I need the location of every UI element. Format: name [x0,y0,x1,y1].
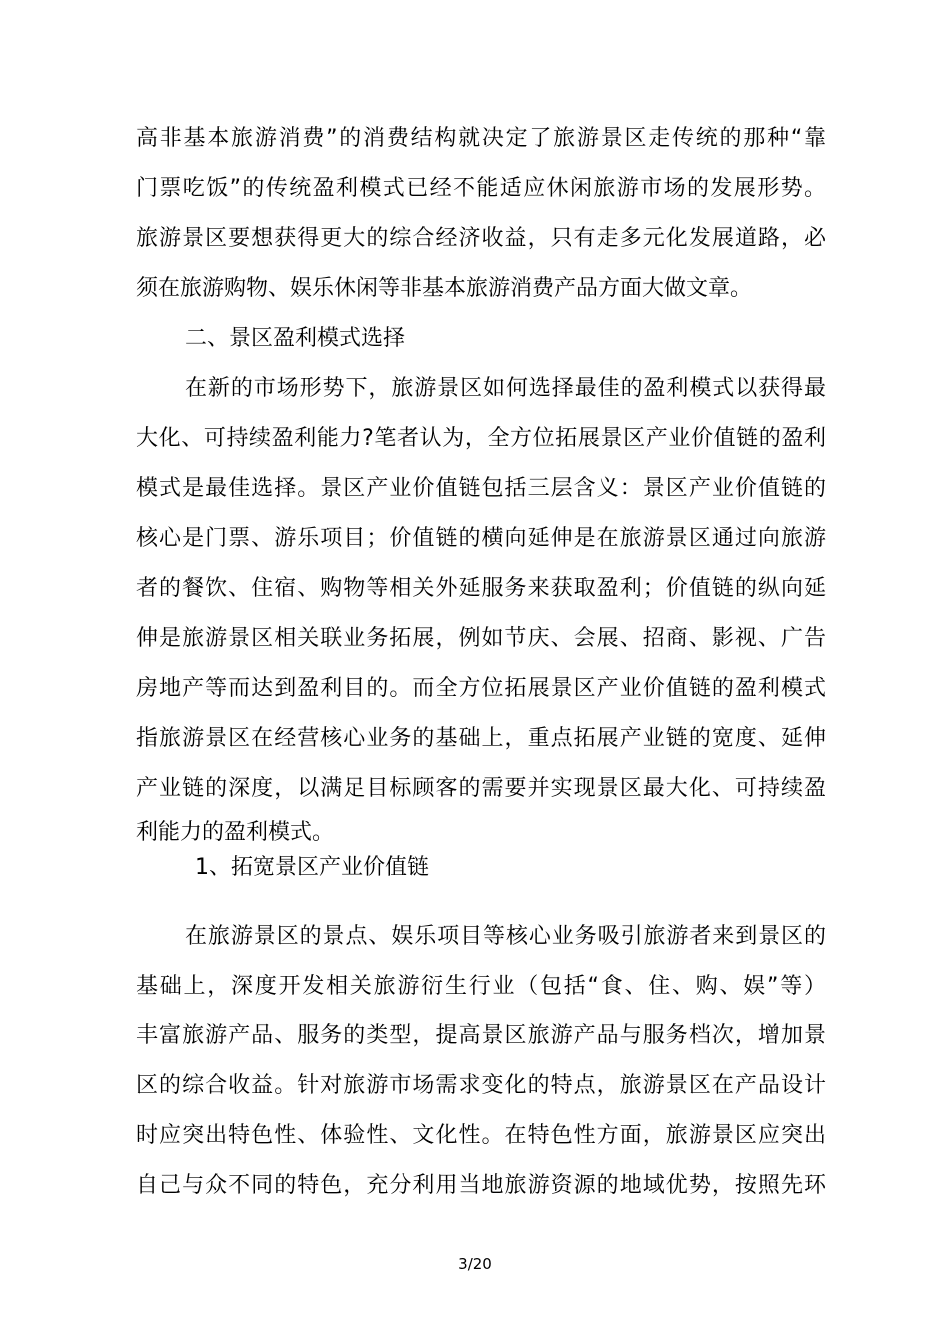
subsection-heading: 1、拓宽景区产业价值链 [195,855,429,880]
paragraph-line: 模式是最佳选择。景区产业价值链包括三层含义：景区产业价值链的 [136,476,826,501]
paragraph-line: 旅游景区要想获得更大的综合经济收益，只有走多元化发展道路，必 [136,226,826,251]
paragraph-line: 者的餐饮、住宿、购物等相关外延服务来获取盈利；价值链的纵向延 [136,576,826,601]
paragraph-line: 核心是门票、游乐项目；价值链的横向延伸是在旅游景区通过向旅游 [136,526,826,551]
paragraph-line: 区的综合收益。针对旅游市场需求变化的特点，旅游景区在产品设计 [136,1073,826,1098]
paragraph-line: 指旅游景区在经营核心业务的基础上，重点拓展产业链的宽度、延伸 [136,726,826,751]
paragraph-line: 利能力的盈利模式。 [136,820,335,845]
paragraph-line: 基础上，深度开发相关旅游衍生行业（包括“食、住、购、娱”等） [136,974,826,999]
paragraph-line: 房地产等而达到盈利目的。而全方位拓展景区产业价值链的盈利模式 [136,676,826,701]
paragraph-line: 高非基本旅游消费”的消费结构就决定了旅游景区走传统的那种“靠 [136,126,826,151]
paragraph-line: 门票吃饭”的传统盈利模式已经不能适应休闲旅游市场的发展形势。 [136,176,826,201]
paragraph-line: 自己与众不同的特色，充分利用当地旅游资源的地域优势，按照先环 [136,1173,826,1198]
paragraph-line: 产业链的深度，以满足目标顾客的需要并实现景区最大化、可持续盈 [136,776,826,801]
paragraph-line: 大化、可持续盈利能力?笔者认为，全方位拓展景区产业价值链的盈利 [136,426,826,451]
paragraph-line: 须在旅游购物、娱乐休闲等非基本旅游消费产品方面大做文章。 [136,276,753,301]
paragraph-line: 丰富旅游产品、服务的类型，提高景区旅游产品与服务档次，增加景 [136,1023,826,1048]
page-number: 3/20 [458,1255,492,1273]
paragraph-line: 伸是旅游景区相关联业务拓展，例如节庆、会展、招商、影视、广告 [136,626,826,651]
section-heading: 二、景区盈利模式选择 [185,326,406,351]
paragraph-line: 在新的市场形势下，旅游景区如何选择最佳的盈利模式以获得最 [185,376,826,401]
paragraph-line: 在旅游景区的景点、娱乐项目等核心业务吸引旅游者来到景区的 [185,924,826,949]
paragraph-line: 时应突出特色性、体验性、文化性。在特色性方面，旅游景区应突出 [136,1123,826,1148]
